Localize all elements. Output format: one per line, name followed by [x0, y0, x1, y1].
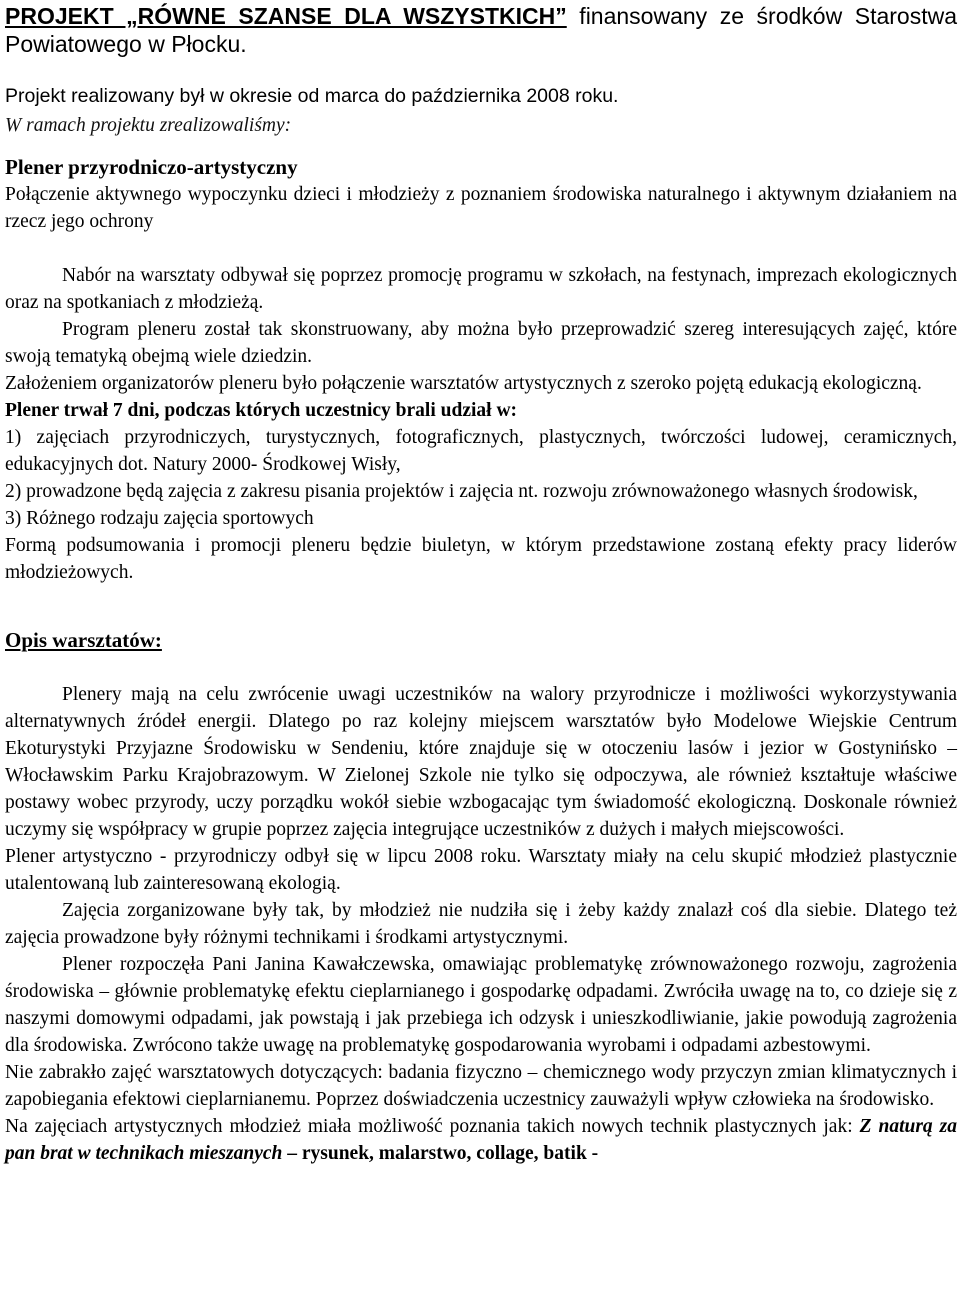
assumption-paragraph: Założeniem organizatorów pleneru było połączenie warsztatów artystycznych z szeroko pojętą edukacją ekologiczną.	[5, 373, 922, 394]
workshops-paragraph-3: Zajęcia zorganizowane były tak, by młodzież nie nudziła się i żeby każdy znalazł coś dla siebie. Dlatego też zajęcia prowadzone były różnymi technikami i środkami artystycznymi.	[5, 900, 957, 948]
project-funding: finansowany ze środków Starostwa Powiatowego w Płocku.	[5, 3, 958, 57]
recruitment-paragraph: Nabór na warsztaty odbywał się poprzez promocję programu w szkołach, na festynach, imprezach ekologicznych oraz na spotkaniach z młodzieżą.	[5, 265, 957, 313]
p6-start: Na zajęciach artystycznych młodzież miała możliwość poznania takich nowych technik plastycznych jak:	[5, 1116, 860, 1137]
plener-heading: Plener przyrodniczo-artystyczny	[5, 155, 298, 179]
p6-end: – rysunek, malarstwo, collage, batik -	[282, 1143, 599, 1164]
document-title	[5, 2, 957, 58]
list-item-3: 3) Różnego rodzaju zajęcia sportowych	[5, 508, 314, 529]
summary-paragraph: Formą podsumowania i promocji pleneru będzie biuletyn, w którym przedstawione zostaną efekty pracy liderów młodzieżowych.	[5, 535, 957, 583]
project-period: Projekt realizowany był w okresie od marca do października 2008 roku.	[5, 85, 619, 107]
plener-description: Połączenie aktywnego wypoczynku dzieci i młodzieży z poznaniem środowiska naturalnego i aktywnym działaniem na rzecz jego ochrony	[5, 184, 957, 232]
p6-technique: Z naturą za pan brat w technikach mieszanych	[5, 1116, 957, 1164]
list-item-2: 2) prowadzone będą zajęcia z zakresu pisania projektów i zajęcia nt. rozwoju zrównoważonego własnych środowisk,	[5, 481, 918, 502]
workshops-paragraph-5: Nie zabrakło zajęć warsztatowych dotyczących: badania fizyczno – chemicznego wody przyczyn zmian klimatycznych i zapobiegania efektowi cieplarnianemu. Poprzez doświadczenia uczestnicy zauważyli wpływ człowieka na środowisko.	[5, 1062, 957, 1110]
project-title: PROJEKT „RÓWNE SZANSE DLA WSZYSTKICH”	[5, 3, 567, 29]
program-paragraph: Program pleneru został tak skonstruowany, aby można było przeprowadzić szereg interesujących zajęć, które swoją tematyką obejmą wiele dziedzin.	[5, 319, 957, 367]
workshops-paragraph-2: Plener artystyczno - przyrodniczy odbył się w lipcu 2008 roku. Warsztaty miały na celu skupić młodzież plastycznie utalentowaną lub zainteresowaną ekologią.	[5, 846, 957, 894]
workshops-paragraph-4: Plener rozpoczęła Pani Janina Kawałczewska, omawiając problematykę zrównoważonego rozwoju, zagrożenia środowiska – głównie problematykę efektu cieplarnianego i gospodarkę odpadami. Zwróciła uwagę na to, co dzieje się z naszymi domowymi odpadami, jak powstają i jak przebiega ich odzysk i unieszkodliwianie, jakie powodują zagrożenia dla środowiska. Zwrócono także uwagę na problematykę gospodarowania wyrobami i odpadami azbestowymi.	[5, 954, 957, 1056]
workshops-paragraph-6	[5, 1113, 957, 1167]
duration-heading: Plener trwał 7 dni, podczas których uczestnicy brali udział w:	[5, 400, 518, 421]
document-page	[5, 0, 957, 1167]
realized-intro: W ramach projektu zrealizowaliśmy:	[5, 115, 292, 136]
workshops-paragraph-1: Plenery mają na celu zwrócenie uwagi uczestników na walory przyrodnicze i możliwości wykorzystywania alternatywnych źródeł energii. Dlatego po raz kolejny miejscem warsztatów było Modelowe Wiejskie Centrum Ekoturystyki Przyjazne Środowisku w Sendeniu, które znajduje się w otoczeniu lasów i jezior w Gostynińsko – Włocławskim Parku Krajobrazowym. W Zielonej Szkole nie tylko się odpoczywa, ale również kształtuje właściwe postawy wobec przyrody, uczy porządku wokół siebie wzbogacając tym świadomość ekologiczną. Doskonale również uczymy się współpracy w grupie poprzez zajęcia integrujące uczestników z dużych i małych miejscowości.	[5, 684, 957, 840]
list-item-1: 1) zajęciach przyrodniczych, turystycznych, fotograficznych, plastycznych, twórczości ludowej, ceramicznych, edukacyjnych dot. Natury 2000- Środkowej Wisły,	[5, 427, 957, 475]
workshops-heading: Opis warsztatów:	[5, 628, 162, 652]
